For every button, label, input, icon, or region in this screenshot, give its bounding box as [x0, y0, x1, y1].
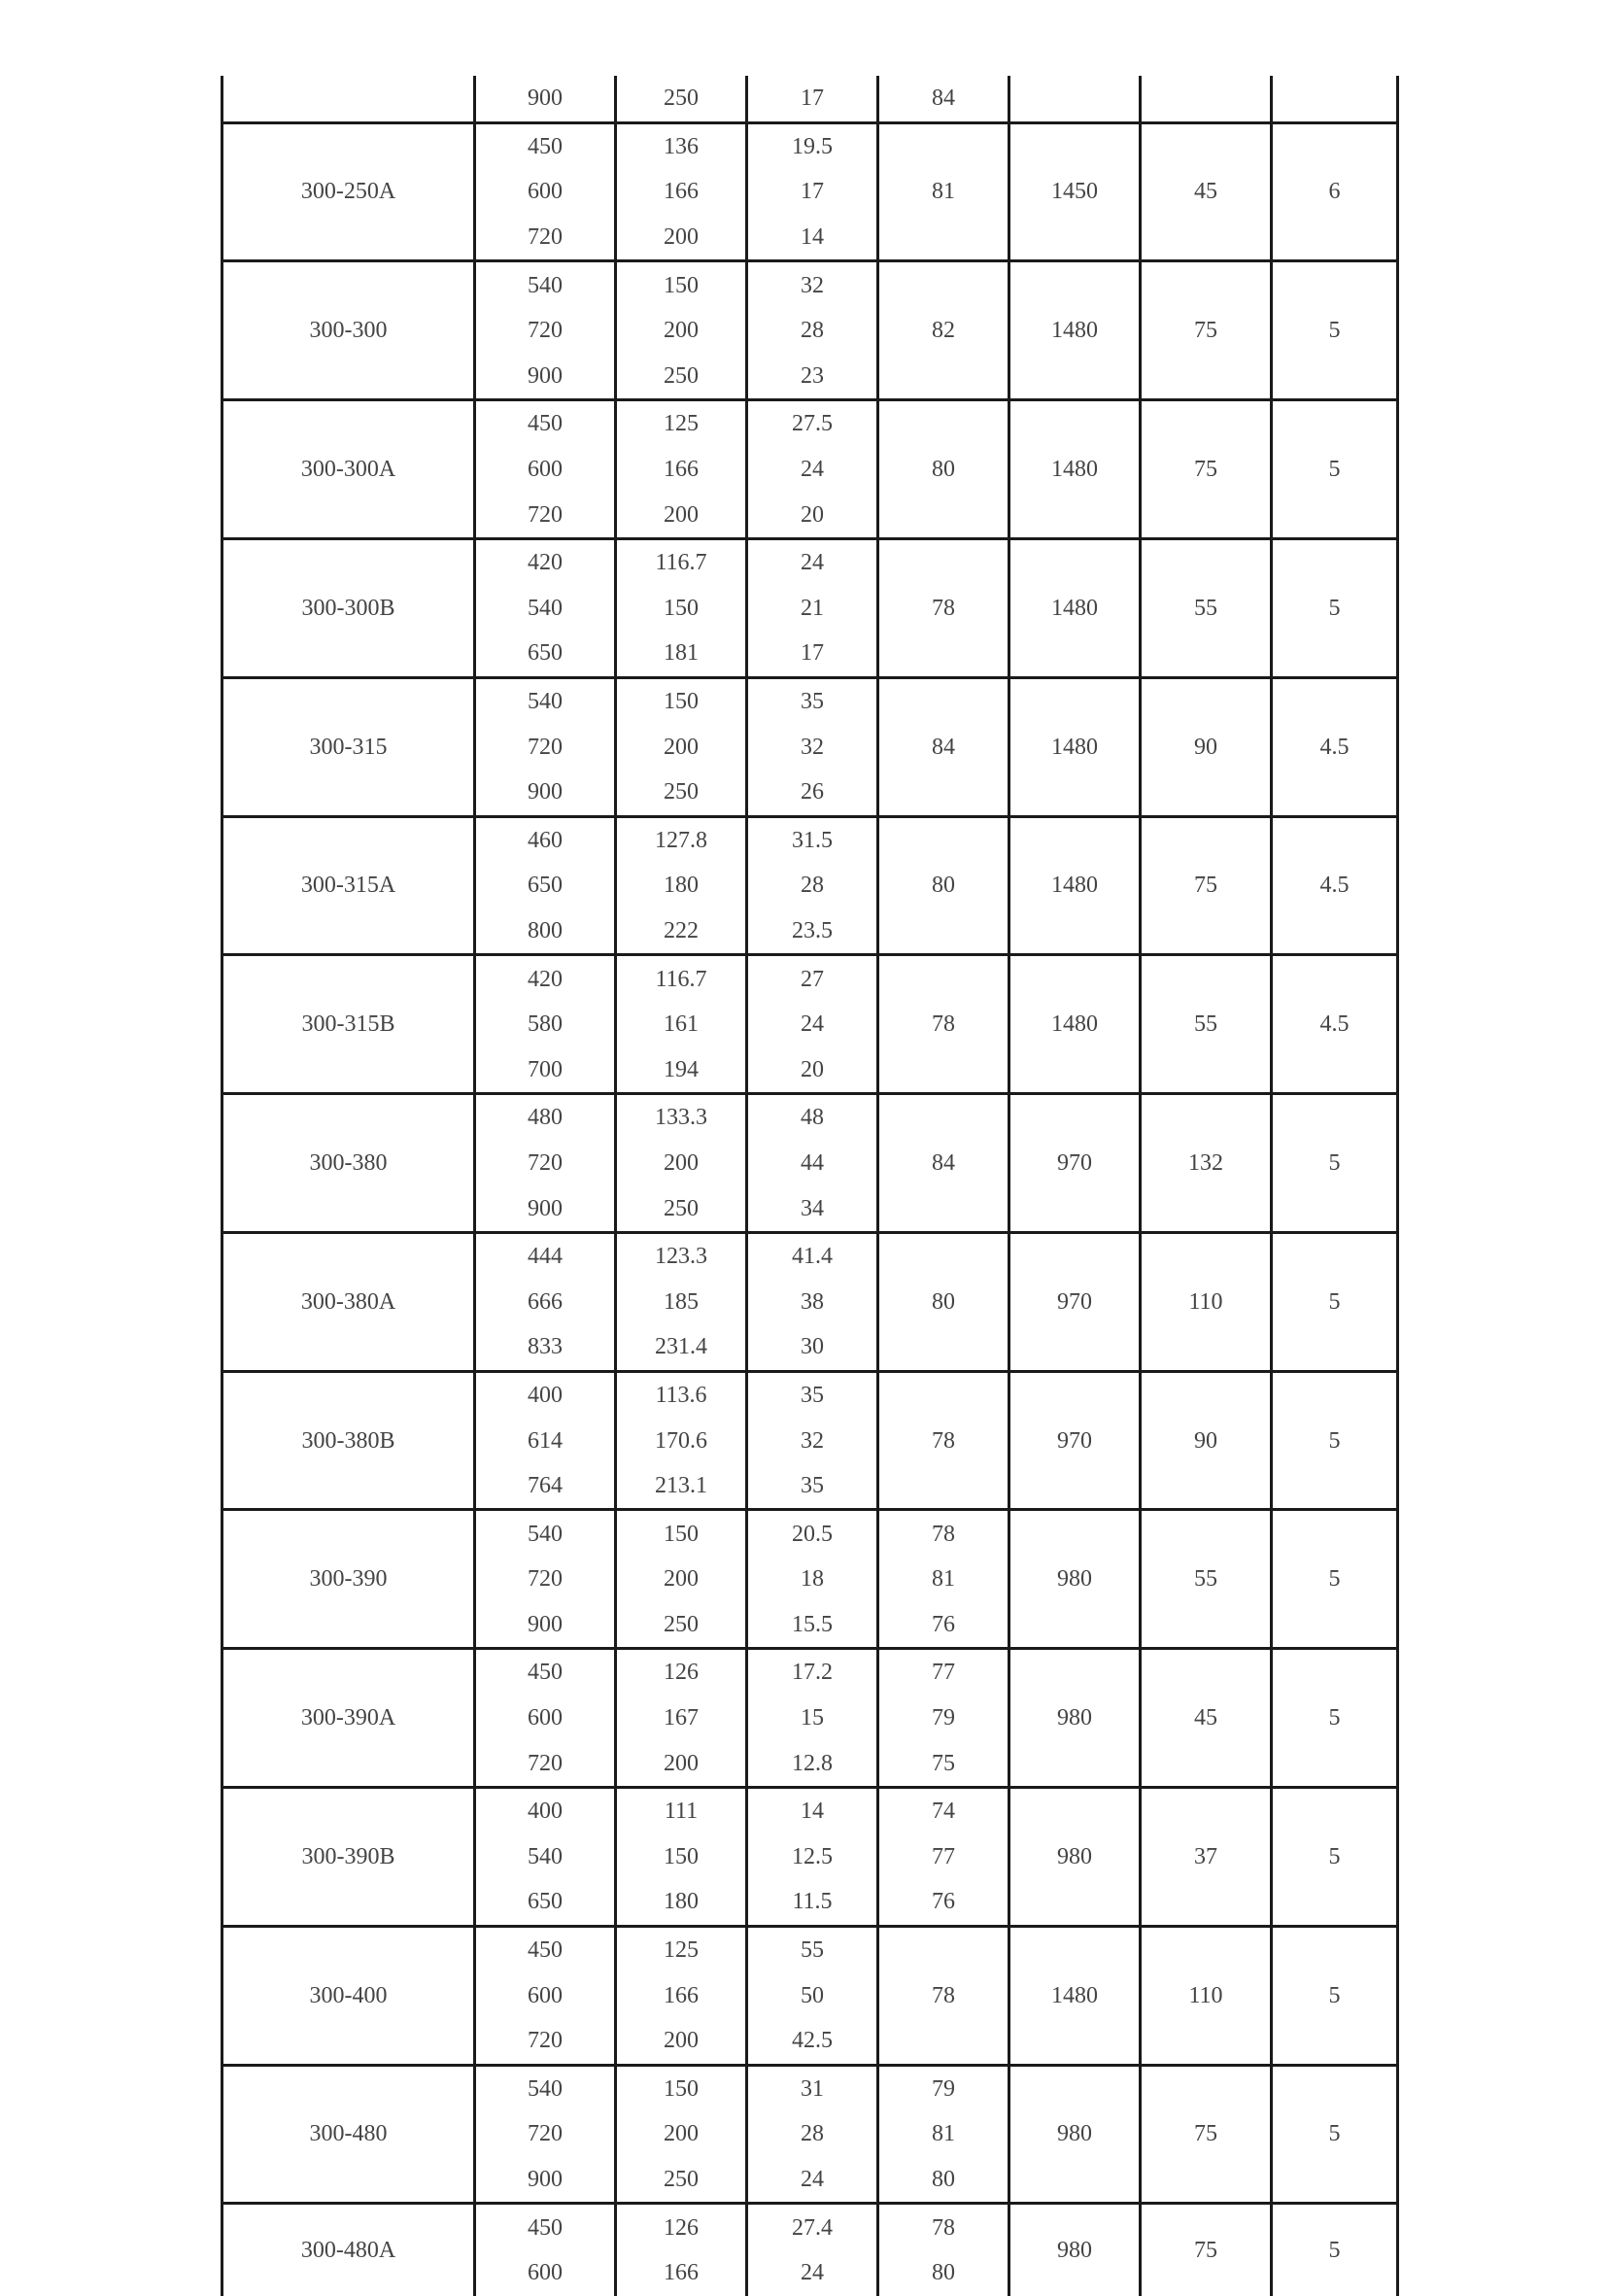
efficiency-cell: 78	[878, 538, 1009, 677]
flow-ls-cell: 250	[616, 2157, 747, 2204]
head-cell: 24	[747, 538, 878, 585]
power-cell: 110	[1141, 1232, 1272, 1371]
efficiency-cell: 76	[878, 1879, 1009, 1926]
head-cell: 12.5	[747, 1834, 878, 1880]
npsh-cell: 5	[1272, 261, 1398, 400]
flow-m3h-cell: 450	[475, 1649, 616, 1696]
npsh-cell: 5	[1272, 400, 1398, 539]
pump-spec-table	[221, 76, 1399, 2296]
flow-ls-cell: 126	[616, 1649, 747, 1696]
power-cell: 75	[1141, 400, 1272, 539]
flow-m3h-cell: 650	[475, 863, 616, 908]
head-cell: 30	[747, 1324, 878, 1371]
table-row	[222, 1510, 1398, 1557]
flow-m3h-cell: 720	[475, 308, 616, 354]
flow-m3h-cell: 720	[475, 1141, 616, 1186]
efficiency-cell: 80	[878, 816, 1009, 955]
model-cell: 300-380A	[222, 1232, 475, 1371]
head-cell: 24	[747, 2250, 878, 2296]
head-cell: 19.5	[747, 122, 878, 169]
efficiency-cell: 84	[878, 1094, 1009, 1233]
head-cell: 14	[747, 215, 878, 261]
table-row	[222, 1649, 1398, 1696]
power-cell: 45	[1141, 122, 1272, 261]
head-cell: 17	[747, 76, 878, 122]
flow-ls-cell: 166	[616, 169, 747, 215]
head-cell: 32	[747, 261, 878, 308]
power-cell: 45	[1141, 1649, 1272, 1788]
flow-m3h-cell: 400	[475, 1787, 616, 1833]
head-cell: 28	[747, 2111, 878, 2157]
table-row	[222, 76, 1398, 122]
npsh-cell: 4.5	[1272, 677, 1398, 816]
flow-ls-cell: 150	[616, 2065, 747, 2111]
table-row	[222, 1094, 1398, 1141]
flow-ls-cell: 113.6	[616, 1371, 747, 1418]
flow-m3h-cell: 900	[475, 2157, 616, 2204]
flow-m3h-cell: 900	[475, 354, 616, 400]
npsh-cell: 5	[1272, 1371, 1398, 1510]
flow-m3h-cell: 764	[475, 1463, 616, 1510]
power-cell	[1141, 76, 1272, 122]
head-cell: 50	[747, 1972, 878, 2018]
flow-ls-cell: 200	[616, 215, 747, 261]
flow-ls-cell: 200	[616, 492, 747, 538]
head-cell: 20	[747, 1046, 878, 1093]
flow-m3h-cell: 400	[475, 1371, 616, 1418]
flow-ls-cell: 127.8	[616, 816, 747, 863]
flow-ls-cell: 200	[616, 724, 747, 770]
model-cell: 300-300	[222, 261, 475, 400]
flow-m3h-cell: 540	[475, 1510, 616, 1557]
head-cell: 32	[747, 1418, 878, 1463]
head-cell: 24	[747, 2157, 878, 2204]
flow-m3h-cell: 420	[475, 538, 616, 585]
flow-m3h-cell: 720	[475, 1740, 616, 1787]
flow-ls-cell: 180	[616, 1879, 747, 1926]
efficiency-cell: 81	[878, 1557, 1009, 1602]
table-row	[222, 1371, 1398, 1418]
flow-m3h-cell: 540	[475, 586, 616, 632]
flow-m3h-cell: 900	[475, 1602, 616, 1649]
head-cell: 27.4	[747, 2204, 878, 2250]
efficiency-cell: 84	[878, 677, 1009, 816]
speed-cell: 1480	[1009, 400, 1141, 539]
npsh-cell	[1272, 76, 1398, 122]
speed-cell: 1480	[1009, 955, 1141, 1094]
speed-cell: 1480	[1009, 677, 1141, 816]
flow-m3h-cell: 666	[475, 1279, 616, 1324]
speed-cell: 970	[1009, 1232, 1141, 1371]
efficiency-cell: 80	[878, 1232, 1009, 1371]
flow-ls-cell: 166	[616, 2250, 747, 2296]
flow-ls-cell: 200	[616, 1740, 747, 1787]
flow-ls-cell: 231.4	[616, 1324, 747, 1371]
flow-m3h-cell: 420	[475, 955, 616, 1002]
npsh-cell: 6	[1272, 122, 1398, 261]
efficiency-cell: 78	[878, 1926, 1009, 2065]
head-cell: 38	[747, 1279, 878, 1324]
flow-m3h-cell: 450	[475, 400, 616, 447]
efficiency-cell: 80	[878, 2157, 1009, 2204]
flow-ls-cell: 200	[616, 308, 747, 354]
head-cell: 15	[747, 1696, 878, 1741]
table-row	[222, 1232, 1398, 1279]
flow-m3h-cell: 900	[475, 76, 616, 122]
flow-m3h-cell: 450	[475, 2204, 616, 2250]
table-row	[222, 400, 1398, 447]
power-cell: 132	[1141, 1094, 1272, 1233]
flow-ls-cell: 125	[616, 400, 747, 447]
table-row	[222, 1926, 1398, 1972]
flow-ls-cell: 150	[616, 1834, 747, 1880]
flow-m3h-cell: 600	[475, 2250, 616, 2296]
flow-ls-cell: 180	[616, 863, 747, 908]
model-cell: 300-390A	[222, 1649, 475, 1788]
flow-ls-cell: 250	[616, 1602, 747, 1649]
head-cell: 34	[747, 1185, 878, 1232]
flow-ls-cell: 200	[616, 1141, 747, 1186]
model-cell: 300-315A	[222, 816, 475, 955]
head-cell: 17	[747, 169, 878, 215]
flow-ls-cell: 194	[616, 1046, 747, 1093]
flow-m3h-cell: 720	[475, 215, 616, 261]
power-cell: 75	[1141, 2204, 1272, 2296]
flow-m3h-cell: 450	[475, 1926, 616, 1972]
flow-ls-cell: 170.6	[616, 1418, 747, 1463]
flow-ls-cell: 123.3	[616, 1232, 747, 1279]
model-cell: 300-300B	[222, 538, 475, 677]
head-cell: 55	[747, 1926, 878, 1972]
npsh-cell: 5	[1272, 1787, 1398, 1926]
flow-m3h-cell: 444	[475, 1232, 616, 1279]
flow-ls-cell: 222	[616, 908, 747, 955]
head-cell: 31.5	[747, 816, 878, 863]
head-cell: 35	[747, 1463, 878, 1510]
table-row	[222, 816, 1398, 863]
flow-ls-cell: 125	[616, 1926, 747, 1972]
speed-cell: 980	[1009, 2204, 1141, 2296]
model-cell: 300-480	[222, 2065, 475, 2204]
npsh-cell: 5	[1272, 1094, 1398, 1233]
model-cell: 300-480A	[222, 2204, 475, 2296]
flow-m3h-cell: 833	[475, 1324, 616, 1371]
head-cell: 42.5	[747, 2018, 878, 2065]
model-cell: 300-250A	[222, 122, 475, 261]
speed-cell: 1480	[1009, 816, 1141, 955]
flow-ls-cell: 133.3	[616, 1094, 747, 1141]
flow-ls-cell: 166	[616, 1972, 747, 2018]
power-cell: 37	[1141, 1787, 1272, 1926]
head-cell: 35	[747, 677, 878, 724]
head-cell: 28	[747, 308, 878, 354]
speed-cell: 970	[1009, 1094, 1141, 1233]
power-cell: 55	[1141, 955, 1272, 1094]
efficiency-cell: 78	[878, 1510, 1009, 1557]
flow-ls-cell: 250	[616, 354, 747, 400]
flow-ls-cell: 200	[616, 1557, 747, 1602]
table-row	[222, 2065, 1398, 2111]
flow-m3h-cell: 600	[475, 1696, 616, 1741]
efficiency-cell: 79	[878, 1696, 1009, 1741]
efficiency-cell: 74	[878, 1787, 1009, 1833]
table-body	[222, 76, 1398, 2296]
head-cell: 17.2	[747, 1649, 878, 1696]
flow-ls-cell: 166	[616, 447, 747, 493]
head-cell: 14	[747, 1787, 878, 1833]
head-cell: 23.5	[747, 908, 878, 955]
npsh-cell: 4.5	[1272, 816, 1398, 955]
npsh-cell: 5	[1272, 1926, 1398, 2065]
flow-ls-cell: 250	[616, 1185, 747, 1232]
flow-m3h-cell: 720	[475, 1557, 616, 1602]
flow-m3h-cell: 650	[475, 1879, 616, 1926]
efficiency-cell: 81	[878, 122, 1009, 261]
model-cell: 300-390	[222, 1510, 475, 1649]
head-cell: 44	[747, 1141, 878, 1186]
flow-ls-cell: 185	[616, 1279, 747, 1324]
table-row	[222, 122, 1398, 169]
flow-m3h-cell: 720	[475, 724, 616, 770]
flow-ls-cell: 150	[616, 677, 747, 724]
head-cell: 27.5	[747, 400, 878, 447]
flow-m3h-cell: 614	[475, 1418, 616, 1463]
flow-m3h-cell: 460	[475, 816, 616, 863]
flow-m3h-cell: 600	[475, 1972, 616, 2018]
flow-m3h-cell: 540	[475, 2065, 616, 2111]
table-row	[222, 261, 1398, 308]
flow-m3h-cell: 600	[475, 447, 616, 493]
head-cell: 31	[747, 2065, 878, 2111]
efficiency-cell: 77	[878, 1649, 1009, 1696]
flow-ls-cell: 111	[616, 1787, 747, 1833]
head-cell: 41.4	[747, 1232, 878, 1279]
model-cell: 300-400	[222, 1926, 475, 2065]
npsh-cell: 5	[1272, 538, 1398, 677]
efficiency-cell: 76	[878, 1602, 1009, 1649]
table-row	[222, 1787, 1398, 1833]
npsh-cell: 5	[1272, 1510, 1398, 1649]
efficiency-cell: 82	[878, 261, 1009, 400]
flow-m3h-cell: 900	[475, 1185, 616, 1232]
power-cell: 55	[1141, 1510, 1272, 1649]
npsh-cell: 5	[1272, 2204, 1398, 2296]
model-cell: 300-380	[222, 1094, 475, 1233]
efficiency-cell: 77	[878, 1834, 1009, 1880]
flow-ls-cell: 150	[616, 261, 747, 308]
flow-ls-cell: 116.7	[616, 955, 747, 1002]
power-cell: 55	[1141, 538, 1272, 677]
speed-cell: 980	[1009, 1510, 1141, 1649]
head-cell: 11.5	[747, 1879, 878, 1926]
head-cell: 26	[747, 770, 878, 816]
head-cell: 20.5	[747, 1510, 878, 1557]
efficiency-cell: 84	[878, 76, 1009, 122]
npsh-cell: 4.5	[1272, 955, 1398, 1094]
speed-cell	[1009, 76, 1141, 122]
speed-cell: 980	[1009, 2065, 1141, 2204]
head-cell: 27	[747, 955, 878, 1002]
flow-ls-cell: 200	[616, 2111, 747, 2157]
model-cell: 300-315	[222, 677, 475, 816]
flow-m3h-cell: 650	[475, 631, 616, 677]
head-cell: 35	[747, 1371, 878, 1418]
power-cell: 90	[1141, 1371, 1272, 1510]
flow-m3h-cell: 900	[475, 770, 616, 816]
efficiency-cell: 79	[878, 2065, 1009, 2111]
head-cell: 21	[747, 586, 878, 632]
speed-cell: 980	[1009, 1787, 1141, 1926]
flow-m3h-cell: 600	[475, 169, 616, 215]
efficiency-cell: 80	[878, 400, 1009, 539]
flow-ls-cell: 250	[616, 76, 747, 122]
model-cell: 300-315B	[222, 955, 475, 1094]
flow-ls-cell: 126	[616, 2204, 747, 2250]
model-cell: 300-380B	[222, 1371, 475, 1510]
flow-m3h-cell: 720	[475, 2111, 616, 2157]
speed-cell: 970	[1009, 1371, 1141, 1510]
power-cell: 90	[1141, 677, 1272, 816]
flow-m3h-cell: 480	[475, 1094, 616, 1141]
flow-m3h-cell: 540	[475, 261, 616, 308]
flow-m3h-cell: 580	[475, 1002, 616, 1047]
speed-cell: 1480	[1009, 261, 1141, 400]
npsh-cell: 5	[1272, 2065, 1398, 2204]
efficiency-cell: 78	[878, 955, 1009, 1094]
flow-ls-cell: 250	[616, 770, 747, 816]
head-cell: 17	[747, 631, 878, 677]
model-cell	[222, 76, 475, 122]
speed-cell: 980	[1009, 1649, 1141, 1788]
table-row	[222, 538, 1398, 585]
power-cell: 75	[1141, 816, 1272, 955]
table-row	[222, 2204, 1398, 2250]
flow-m3h-cell: 800	[475, 908, 616, 955]
efficiency-cell: 80	[878, 2250, 1009, 2296]
npsh-cell: 5	[1272, 1649, 1398, 1788]
flow-m3h-cell: 540	[475, 1834, 616, 1880]
flow-ls-cell: 150	[616, 586, 747, 632]
head-cell: 24	[747, 1002, 878, 1047]
head-cell: 23	[747, 354, 878, 400]
flow-m3h-cell: 720	[475, 492, 616, 538]
flow-ls-cell: 213.1	[616, 1463, 747, 1510]
efficiency-cell: 75	[878, 1740, 1009, 1787]
speed-cell: 1480	[1009, 1926, 1141, 2065]
table-row	[222, 677, 1398, 724]
flow-m3h-cell: 540	[475, 677, 616, 724]
flow-ls-cell: 200	[616, 2018, 747, 2065]
flow-m3h-cell: 720	[475, 2018, 616, 2065]
npsh-cell: 5	[1272, 1232, 1398, 1371]
power-cell: 75	[1141, 2065, 1272, 2204]
head-cell: 28	[747, 863, 878, 908]
table-row	[222, 955, 1398, 1002]
efficiency-cell: 81	[878, 2111, 1009, 2157]
head-cell: 48	[747, 1094, 878, 1141]
flow-ls-cell: 181	[616, 631, 747, 677]
flow-ls-cell: 150	[616, 1510, 747, 1557]
flow-m3h-cell: 700	[475, 1046, 616, 1093]
flow-ls-cell: 161	[616, 1002, 747, 1047]
head-cell: 24	[747, 447, 878, 493]
head-cell: 18	[747, 1557, 878, 1602]
flow-ls-cell: 136	[616, 122, 747, 169]
head-cell: 20	[747, 492, 878, 538]
model-cell: 300-390B	[222, 1787, 475, 1926]
efficiency-cell: 78	[878, 1371, 1009, 1510]
flow-m3h-cell: 450	[475, 122, 616, 169]
power-cell: 75	[1141, 261, 1272, 400]
head-cell: 12.8	[747, 1740, 878, 1787]
efficiency-cell: 78	[878, 2204, 1009, 2250]
head-cell: 32	[747, 724, 878, 770]
power-cell: 110	[1141, 1926, 1272, 2065]
flow-ls-cell: 167	[616, 1696, 747, 1741]
flow-ls-cell: 116.7	[616, 538, 747, 585]
model-cell: 300-300A	[222, 400, 475, 539]
speed-cell: 1450	[1009, 122, 1141, 261]
speed-cell: 1480	[1009, 538, 1141, 677]
head-cell: 15.5	[747, 1602, 878, 1649]
